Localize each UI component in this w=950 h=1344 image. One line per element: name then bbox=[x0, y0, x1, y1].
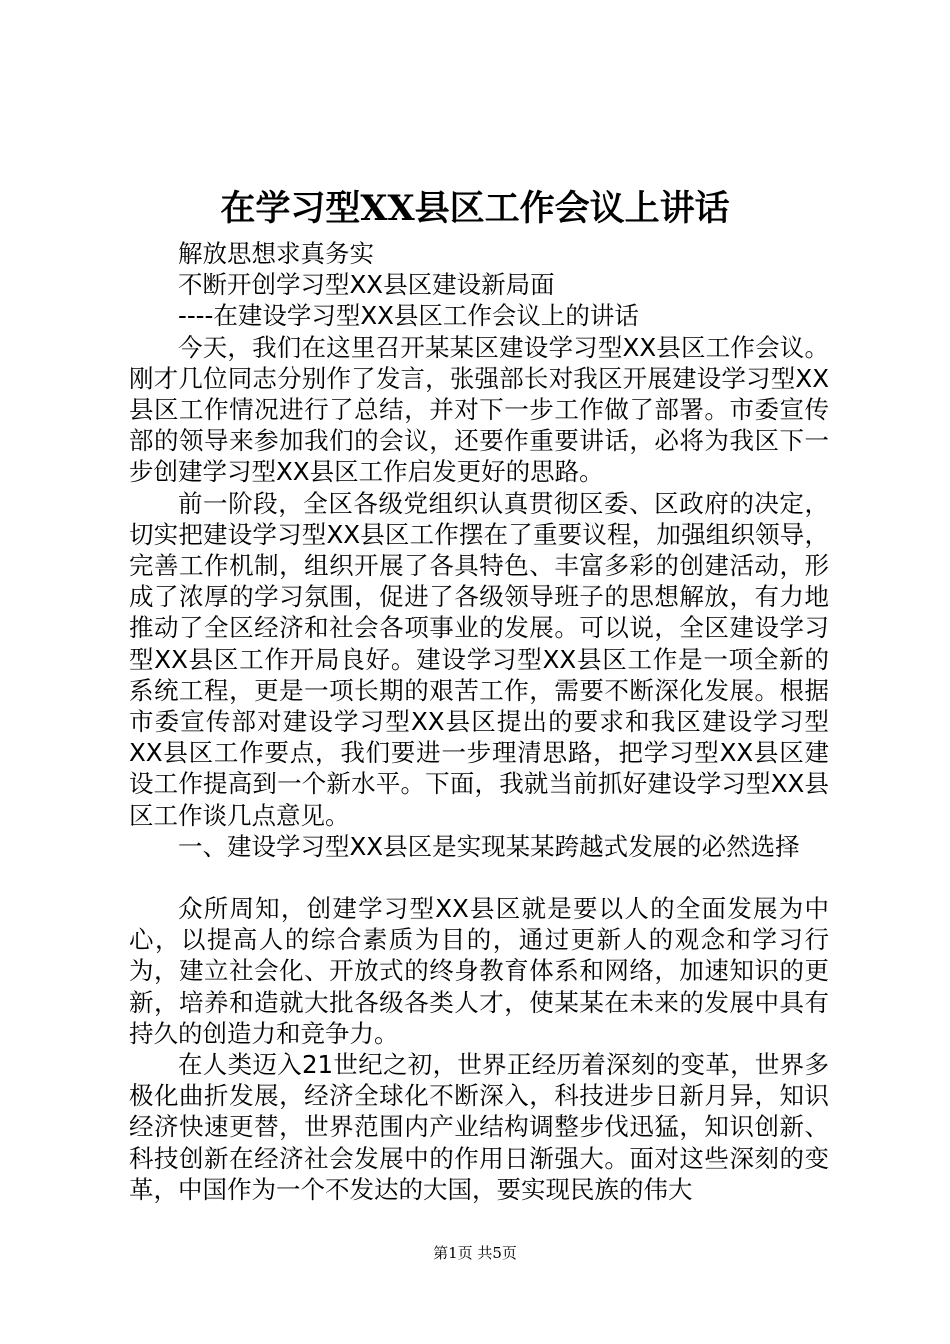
page-footer: 第1页 共5页 bbox=[433, 1244, 517, 1262]
document-body bbox=[129, 238, 829, 1205]
subtitle-line-3: ----在建设学习型XX县区工作会议上的讲话 bbox=[178, 301, 639, 331]
body-paragraph: 众所周知，创建学习型XX县区就是要以人的全面发展为中心，以提高人的综合素质为目的，通过更新人的观念和学习行为，建立社会化、开放式的终身教育体系和网络，加速知识的更新，培养和造就大批各级各类人才，使某某在未来的发展中具有持久的创造力和竞争力。 bbox=[129, 894, 829, 1048]
body-paragraph: 今天，我们在这里召开某某区建设学习型XX县区工作会议。刚才几位同志分别作了发言，张强部长对我区开展建设学习型XX县区工作情况进行了总结，并对下一步工作做了部署。市委宣传部的领导来参加我们的会议，还要作重要讲话，必将为我区下一步创建学习型XX县区工作启发更好的思路。 bbox=[129, 332, 829, 487]
subtitle-line-2: 不断开创学习型XX县区建设新局面 bbox=[178, 270, 555, 300]
section-heading: 一、建设学习型XX县区是实现某某跨越式发展的必然选择 bbox=[178, 831, 800, 861]
body-paragraph: 在人类迈入21世纪之初，世界正经历着深刻的变革，世界多极化曲折发展，经济全球化不断深入，科技进步日新月异，知识经济快速更替，世界范围内产业结构调整步伐迅猛，知识创新、科技创新在经济社会发展中的作用日渐强大。面对这些深刻的变革，中国作为一个不发达的大国，要实现民族的伟大 bbox=[129, 1050, 829, 1204]
subtitle-line-1: 解放思想求真务实 bbox=[178, 239, 374, 268]
document-title: 在学习型XX县区工作会议上讲话 bbox=[220, 188, 730, 229]
body-paragraph: 前一阶段，全区各级党组织认真贯彻区委、区政府的决定，切实把建设学习型XX县区工作摆在了重要议程，加强组织领导，完善工作机制，组织开展了各具特色、丰富多彩的创建活动，形成了浓厚的学习氛围，促进了各级领导班子的思想解放，有力地推动了全区经济和社会各项事业的发展。可以说，全区建设学习型XX县区工作开局良好。建设学习型XX县区工作是一项全新的系统工程，更是一项长期的艰苦工作，需要不断深化发展。根据市委宣传部对建设学习型XX县区提出的要求和我区建设学习型XX县区工作要点，我们要进一步理清思路，把学习型XX县区建设工作提高到一个新水平。下面，我就当前抓好建设学习型XX县区工作谈几点意见。 bbox=[129, 488, 829, 830]
